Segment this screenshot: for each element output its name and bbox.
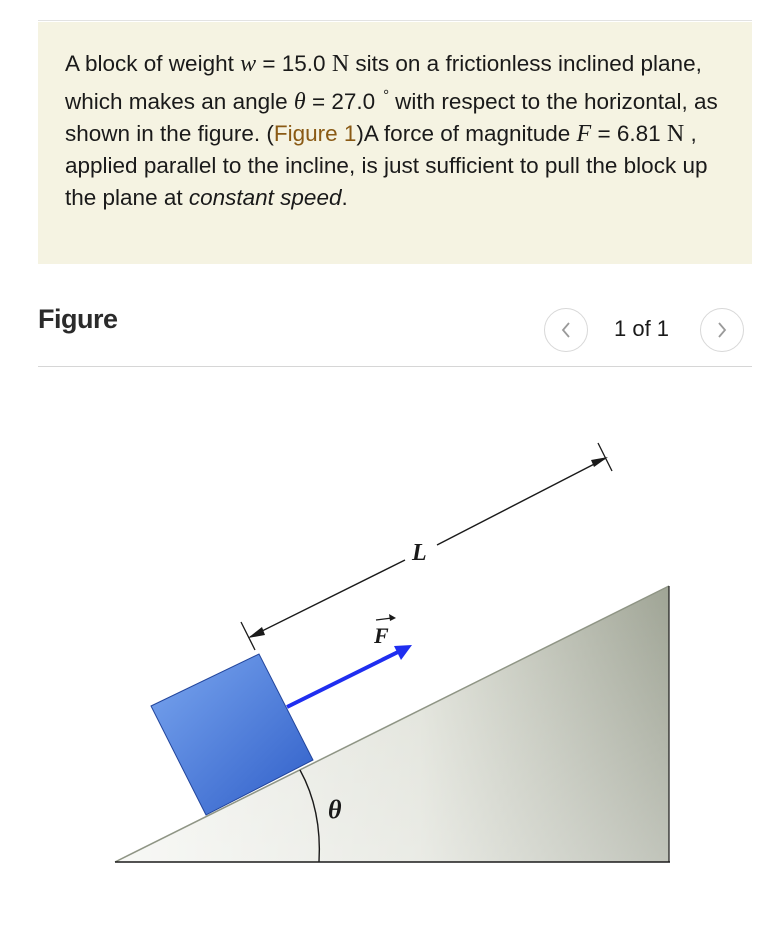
force-label: F — [374, 623, 389, 648]
force-vector-arrow-tip — [389, 614, 396, 621]
constant-speed-emphasis: constant speed — [188, 185, 342, 210]
length-tick-upper — [598, 443, 612, 471]
weight-symbol: w — [240, 51, 257, 77]
force-symbol: F — [576, 121, 592, 147]
degree-symbol: ° — [383, 87, 390, 104]
figure-title: Figure — [38, 304, 118, 334]
length-dimension-line-upper — [437, 458, 606, 545]
length-label: L — [412, 540, 427, 566]
angle-value: = 27.0 — [305, 89, 376, 114]
force-vector-arrow-bar — [376, 618, 392, 620]
weight-unit: N — [331, 51, 350, 77]
force-unit: N — [666, 121, 685, 147]
problem-text: . — [341, 185, 348, 210]
problem-text: with respect to the horizontal, as shown in the figure. ( — [65, 89, 718, 146]
problem-text: , applied parallel to the incline, is just sufficient to pull the block up the plane at — [65, 121, 708, 210]
problem-text: )A force of magnitude — [356, 121, 577, 146]
angle-symbol: θ — [293, 89, 306, 115]
weight-value: = 15.0 — [256, 51, 332, 76]
problem-text: sits on a frictionless inclined plane, which makes an angle — [65, 51, 702, 114]
problem-text: A block of weight — [65, 51, 241, 76]
page-indicator: 1 of 1 — [614, 316, 670, 341]
angle-label: θ — [328, 795, 342, 824]
length-arrow-lower — [248, 627, 265, 638]
force-value: = 6.81 — [591, 121, 667, 146]
force-arrow-shaft — [287, 651, 400, 707]
figure-link[interactable]: Figure 1 — [273, 121, 357, 146]
